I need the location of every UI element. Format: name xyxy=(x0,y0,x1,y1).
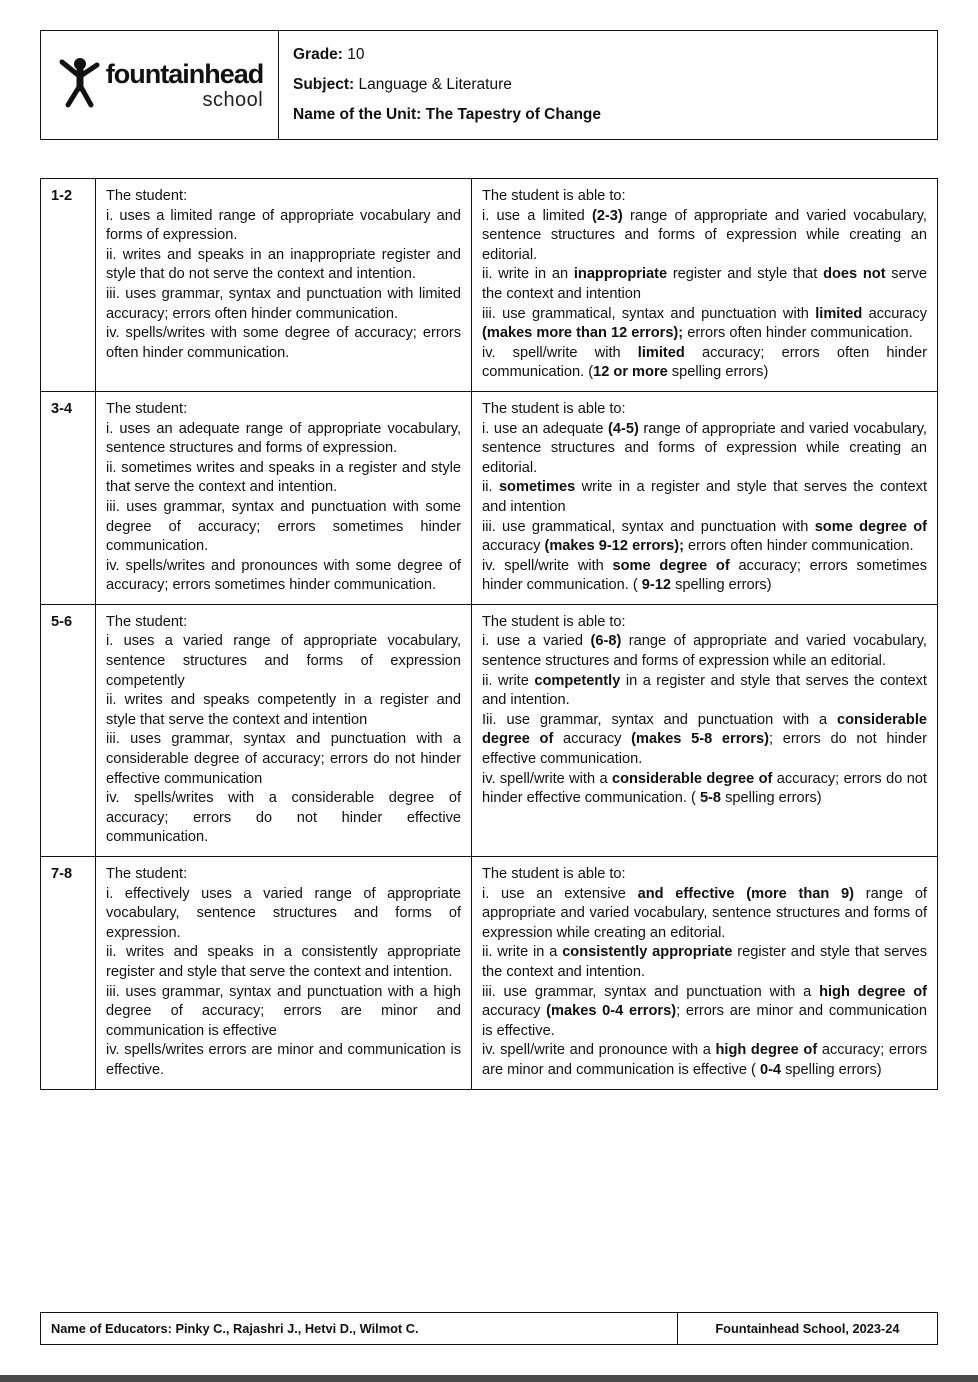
paragraph: iv. spell/write with some degree of accuracy; errors sometimes hinder communication. ( 9-12 spelling errors) xyxy=(482,557,927,594)
logo-text xyxy=(105,58,264,111)
grade-line xyxy=(293,40,923,70)
band-label: 7-8 xyxy=(41,857,96,1090)
descriptor-cell-left xyxy=(96,179,472,392)
paragraph: The student: xyxy=(106,400,188,417)
paragraph: The student is able to: xyxy=(482,866,626,882)
page-bottom-edge xyxy=(0,1375,978,1382)
paragraph: The student: xyxy=(106,613,188,630)
paragraph: ii. sometimes writes and speaks in a register and style that serve the context and intention. xyxy=(106,459,461,496)
descriptor-cell-right xyxy=(472,857,938,1090)
rubric-table-container xyxy=(40,178,938,1090)
header xyxy=(40,30,938,140)
rubric-row xyxy=(41,857,938,1090)
paragraph: iv. spell/write with a considerable degree of accuracy; errors do not hinder effective communication. ( 5-8 spelling errors) xyxy=(482,770,927,807)
logo-brand-text: fountainhead xyxy=(105,58,264,89)
paragraph: The student: xyxy=(106,866,188,882)
logo-sub-text: school xyxy=(202,88,264,111)
descriptor-cell-right xyxy=(472,391,938,604)
rubric-row xyxy=(41,179,938,392)
footer-row xyxy=(41,1313,938,1345)
paragraph: Iii. use grammar, syntax and punctuation with a considerable degree of accuracy (makes 5-8 errors); errors do not hinder effective communication. xyxy=(482,711,927,768)
paragraph: iii. uses grammar, syntax and punctuation with limited accuracy; errors often hinder communication. xyxy=(106,285,461,322)
paragraph: iii. use grammar, syntax and punctuation with a high degree of accuracy (makes 0-4 errors); errors are minor and communication is effective. xyxy=(482,983,928,1039)
descriptor-cell-left xyxy=(96,857,472,1090)
paragraph: iii. use grammatical, syntax and punctuation with limited accuracy (makes more than 12 errors); errors often hinder communication. xyxy=(482,305,927,342)
footer-table xyxy=(40,1312,938,1345)
grade-value: 10 xyxy=(347,46,365,63)
paragraph: ii. write competently in a register and style that serves the context and intention. xyxy=(482,672,927,709)
paragraph: iii. uses grammar, syntax and punctuation with some degree of accuracy; errors sometimes hinder communication. xyxy=(106,498,461,555)
paragraph: i. uses a limited range of appropriate vocabulary and forms of expression. xyxy=(106,207,461,244)
paragraph: i. use an extensive and effective (more than 9) range of appropriate and varied vocabulary, sentence structures and forms of expression while creating an editorial. xyxy=(482,885,927,941)
footer xyxy=(40,1312,938,1345)
paragraph: The student: xyxy=(106,188,188,204)
paragraph: ii. write in an inappropriate register and style that does not serve the context and intention xyxy=(482,266,927,302)
subject-label: Subject: xyxy=(293,76,355,93)
paragraph: i. effectively uses a varied range of appropriate vocabulary, sentence structures and forms of expression. xyxy=(106,885,461,941)
rubric-row xyxy=(41,391,938,604)
descriptor-cell-left xyxy=(96,391,472,604)
paragraph: ii. writes and speaks in an inappropriate register and style that do not serve the context and intention. xyxy=(106,246,461,283)
descriptor-cell-right xyxy=(472,179,938,392)
school-year-cell: Fountainhead School, 2023-24 xyxy=(677,1313,937,1345)
descriptor-cell-right xyxy=(472,604,938,856)
school-logo xyxy=(41,31,279,139)
paragraph: The student is able to: xyxy=(482,613,626,630)
paragraph: iii. uses grammar, syntax and punctuation with a considerable degree of accuracy; errors do not hinder effective communication xyxy=(106,731,461,787)
paragraph: ii. writes and speaks competently in a register and style that serve the context and intention xyxy=(106,692,461,728)
header-info xyxy=(279,31,937,139)
paragraph: i. uses a varied range of appropriate vocabulary, sentence structures and forms of expression competently xyxy=(106,633,461,689)
rubric-table-body xyxy=(41,179,938,1090)
rubric-row xyxy=(41,604,938,856)
band-label: 5-6 xyxy=(41,604,96,856)
paragraph: The student is able to: xyxy=(482,400,626,417)
educators-cell: Name of Educators: Pinky C., Rajashri J., Hetvi D., Wilmot C. xyxy=(41,1313,678,1345)
subject-value: Language & Literature xyxy=(358,76,512,93)
unit-title: Name of the Unit: The Tapestry of Change xyxy=(293,106,602,123)
jumping-person-icon xyxy=(56,55,102,116)
paragraph: iv. spells/writes with a considerable degree of accuracy; errors do not hinder effective communication. xyxy=(106,790,461,846)
paragraph: i. uses an adequate range of appropriate vocabulary, sentence structures and forms of expression. xyxy=(106,420,461,457)
paragraph: iii. uses grammar, syntax and punctuation with a high degree of accuracy; errors are minor and communication is effective xyxy=(106,983,461,1039)
descriptor-cell-left xyxy=(96,604,472,856)
paragraph: iv. spell/write with limited accuracy; errors often hinder communication. (12 or more spelling errors) xyxy=(482,344,927,381)
band-label: 1-2 xyxy=(41,179,96,392)
paragraph: i. use a varied (6-8) range of appropriate and varied vocabulary, sentence structures and forms of expression while an editorial. xyxy=(482,633,927,670)
paragraph: iv. spells/writes errors are minor and communication is effective. xyxy=(106,1042,461,1078)
paragraph: ii. write in a consistently appropriate register and style that serves the context and intention. xyxy=(482,944,927,980)
paragraph: i. use a limited (2-3) range of appropriate and varied vocabulary, sentence structures and forms of expression while creating an editorial. xyxy=(482,207,927,263)
paragraph: iv. spell/write and pronounce with a high degree of accuracy; errors are minor and communication is effective ( 0-4 spelling errors) xyxy=(482,1042,928,1078)
rubric-table xyxy=(40,178,938,1090)
paragraph: i. use an adequate (4-5) range of appropriate and varied vocabulary, sentence structures and forms of expression while creating an editorial. xyxy=(482,420,927,476)
paragraph: iii. use grammatical, syntax and punctuation with some degree of accuracy (makes 9-12 errors); errors often hinder communication. xyxy=(482,518,927,555)
paragraph: iv. spells/writes with some degree of accuracy; errors often hinder communication. xyxy=(106,325,461,361)
paragraph: ii. sometimes write in a register and style that serves the context and intention xyxy=(482,479,927,515)
paragraph: The student is able to: xyxy=(482,188,626,204)
grade-label: Grade: xyxy=(293,46,343,63)
paragraph: ii. writes and speaks in a consistently appropriate register and style that serve the context and intention. xyxy=(106,944,461,980)
band-label: 3-4 xyxy=(41,391,96,604)
paragraph: iv. spells/writes and pronounces with some degree of accuracy; errors sometimes hinder communication. xyxy=(106,557,461,594)
subject-line xyxy=(293,70,923,100)
